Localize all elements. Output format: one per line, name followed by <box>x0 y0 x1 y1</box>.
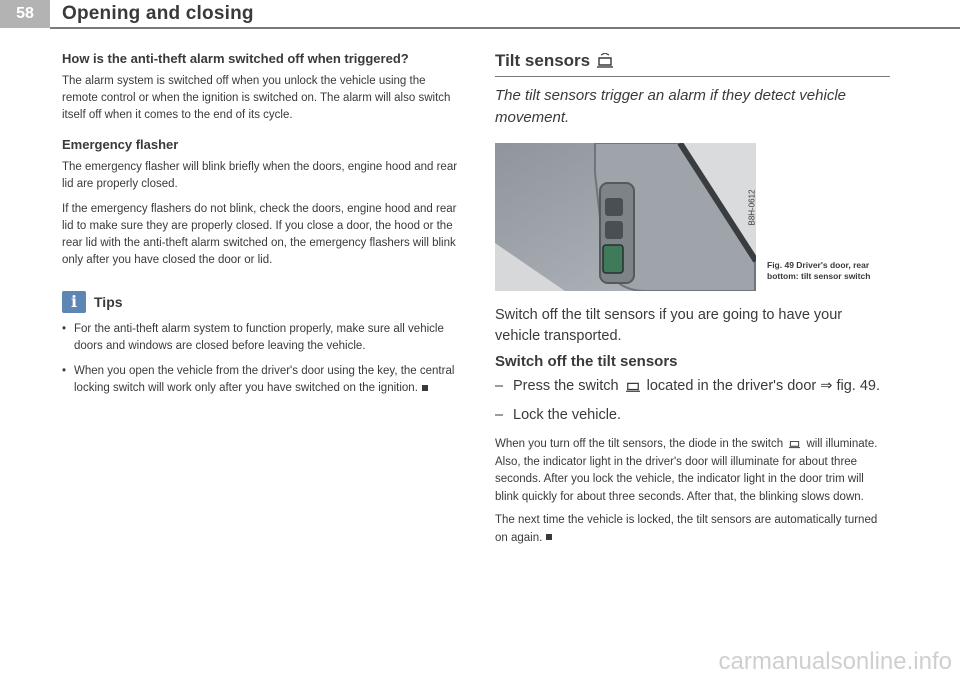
figure-code: B8H-0612 <box>747 189 756 226</box>
tilt-sensor-icon <box>788 438 801 449</box>
switch-off-heading: Switch off the tilt sensors <box>495 353 678 370</box>
flasher-paragraph-1: The emergency flasher will blink briefly when the doors, engine hood and rear lid are properly closed. <box>62 161 458 190</box>
tip-item: • For the anti-theft alarm system to function properly, make sure all vehicle doors and windows are closed before leaving the vehicle. <box>62 321 462 355</box>
alarm-off-heading: How is the anti-theft alarm switched off when triggered? <box>62 51 409 66</box>
alarm-off-paragraph: The alarm system is switched off when you unlock the vehicle using the remote control or when the ignition is switched on. The alarm will also switch itself off when it comes to the end of its cycle. <box>62 75 451 121</box>
step-item: – Press the switch located in the driver's door ⇒ fig. 49. <box>495 376 890 397</box>
header-rule <box>50 27 960 29</box>
page-title: Opening and closing <box>62 3 254 24</box>
watermark: carmanualsonline.info <box>718 648 952 675</box>
info-icon: i <box>62 291 86 313</box>
end-mark <box>546 534 552 540</box>
right-column <box>495 50 890 553</box>
tips-label: Tips <box>94 294 123 310</box>
left-column <box>62 50 462 405</box>
section-intro: The tilt sensors trigger an alarm if they detect vehicle movement. <box>495 87 846 126</box>
flasher-paragraph-2: If the emergency flashers do not blink, check the doors, engine hood and rear lid to make sure they are properly closed. If you close a door, the hood or the rear lid with the anti-theft alarm switched on, the emergency flashers will blink only after you have closed the door or lid. <box>62 203 457 266</box>
diode-paragraph: When you turn off the tilt sensors, the diode in the switch will illuminate. Also, the indicator light in the driver's door will illuminate for about three seconds. After you lock the vehicle, the indicator light in the door trim will blink quickly for about three seconds. After that, the blinking slows down. <box>495 438 878 503</box>
figure-caption: Fig. 49 Driver's door, rear bottom: tilt sensor switch <box>767 260 871 281</box>
tilt-sensor-icon <box>625 379 641 393</box>
tips-heading <box>62 291 462 313</box>
step-item: – Lock the vehicle. <box>495 405 890 426</box>
section-title: Tilt sensors <box>495 51 591 70</box>
section-heading <box>495 50 890 72</box>
auto-on-paragraph: The next time the vehicle is locked, the tilt sensors are automatically turned on again. <box>495 514 878 544</box>
page-number: 58 <box>0 0 50 28</box>
section-rule <box>495 76 890 77</box>
figure <box>495 143 890 293</box>
tilt-sensor-icon <box>596 53 614 69</box>
emergency-flasher-heading: Emergency flasher <box>62 137 179 152</box>
transport-paragraph: Switch off the tilt sensors if you are going to have your vehicle transported. <box>495 307 843 344</box>
door-switch-photo <box>495 143 756 291</box>
tip-item: • When you open the vehicle from the driver's door using the key, the central locking switch will work only after you have switched on the ignition. <box>62 363 462 397</box>
end-mark <box>422 385 428 391</box>
